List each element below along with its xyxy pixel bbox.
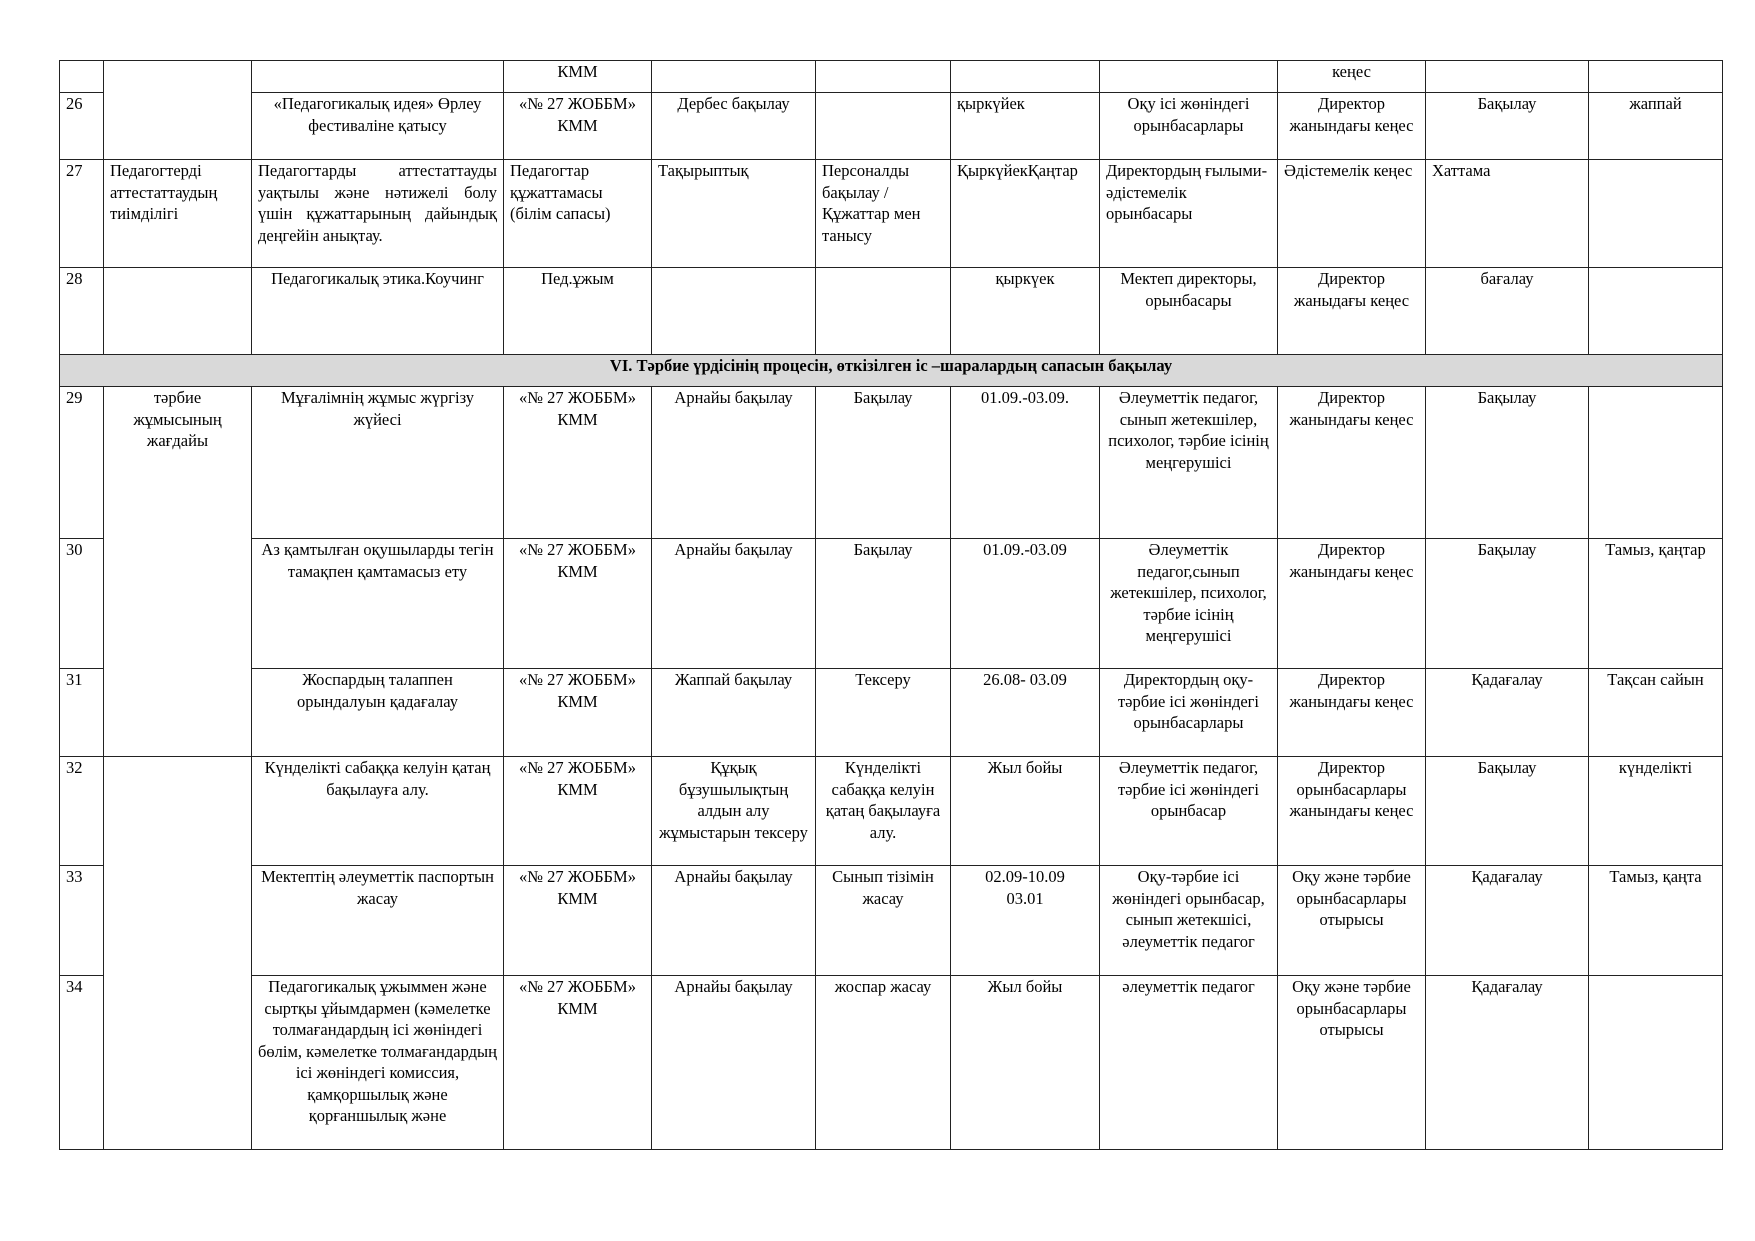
- control-dates: 26.08- 03.09: [951, 669, 1100, 757]
- table-row: [60, 757, 1723, 866]
- table-row: [60, 976, 1723, 1150]
- responsible: Мектеп директоры, орынбасары: [1100, 268, 1278, 355]
- table-row: [60, 160, 1723, 268]
- control-type: Арнайы бақылау: [652, 387, 816, 539]
- control-method: [816, 61, 951, 93]
- result: Қадағалау: [1426, 976, 1589, 1150]
- row-number: 26: [60, 93, 104, 160]
- row-number: 32: [60, 757, 104, 866]
- control-object: «№ 27 ЖОББМ» КММ: [504, 866, 652, 976]
- control-dates: қыркүйек: [951, 93, 1100, 160]
- control-dates: ҚыркүйекҚаңтар: [951, 160, 1100, 268]
- control-dates: Жыл бойы: [951, 976, 1100, 1150]
- control-type: [652, 61, 816, 93]
- control-type: Тақырыптық: [652, 160, 816, 268]
- note: күнделікті: [1589, 757, 1723, 866]
- responsible: Әлеуметтік педагог, тәрбие ісі жөніндегі орынбасар: [1100, 757, 1278, 866]
- review-place: Директор жанындағы кеңес: [1278, 669, 1426, 757]
- control-objective: Аз қамтылған оқушыларды тегін тамақпен қамтамасыз ету: [252, 539, 504, 669]
- control-objective: Мұғалімнің жұмыс жүргізу жүйесі: [252, 387, 504, 539]
- responsible: Директордың оқу-тәрбие ісі жөніндегі орынбасарлары: [1100, 669, 1278, 757]
- control-object: «№ 27 ЖОББМ» КММ: [504, 669, 652, 757]
- control-object: «№ 27 ЖОББМ» КММ: [504, 93, 652, 160]
- result: [1426, 61, 1589, 93]
- note: Тақсан сайын: [1589, 669, 1723, 757]
- control-method: Персоналды бақылау / Құжаттар мен танысу: [816, 160, 951, 268]
- row-number: 28: [60, 268, 104, 355]
- category-cell: [104, 268, 252, 355]
- responsible: әлеуметтік педагог: [1100, 976, 1278, 1150]
- review-place: Директор жанындағы кеңес: [1278, 539, 1426, 669]
- control-type: [652, 268, 816, 355]
- table-row: [60, 61, 1723, 93]
- review-place: Директор орынбасарлары жанындағы кеңес: [1278, 757, 1426, 866]
- row-number: 27: [60, 160, 104, 268]
- row-number: 34: [60, 976, 104, 1150]
- row-number: 29: [60, 387, 104, 539]
- control-dates: қыркүек: [951, 268, 1100, 355]
- result: Қадағалау: [1426, 866, 1589, 976]
- table-row: [60, 539, 1723, 669]
- control-objective: Жоспардың талаппен орындалуын қадағалау: [252, 669, 504, 757]
- note: жаппай: [1589, 93, 1723, 160]
- control-dates: Жыл бойы: [951, 757, 1100, 866]
- control-objective: Педагогикалық ұжыммен және сыртқы ұйымдармен (кәмелетке толмағандардың ісі жөніндегі бөлім, кәмелетке толмағандардың ісі жөніндегі комиссия, қамқоршылық және қорғаншылық және: [252, 976, 504, 1150]
- control-method: [816, 268, 951, 355]
- control-dates: 01.09.-03.09: [951, 539, 1100, 669]
- control-objective: Күнделікті сабаққа келуін қатаң бақылауға алу.: [252, 757, 504, 866]
- control-dates: 01.09.-03.09.: [951, 387, 1100, 539]
- responsible: Оқу-тәрбие ісі жөніндегі орынбасар, сынып жетекшісі, әлеуметтік педагог: [1100, 866, 1278, 976]
- control-object: «№ 27 ЖОББМ» КММ: [504, 387, 652, 539]
- control-type: Арнайы бақылау: [652, 866, 816, 976]
- note: [1589, 976, 1723, 1150]
- note: [1589, 268, 1723, 355]
- control-objective: [252, 61, 504, 93]
- result: Қадағалау: [1426, 669, 1589, 757]
- responsible: [1100, 61, 1278, 93]
- control-method: жоспар жасау: [816, 976, 951, 1150]
- control-object: Педагогтар құжаттамасы (білім сапасы): [504, 160, 652, 268]
- note: Тамыз, қаңтар: [1589, 539, 1723, 669]
- row-number: 33: [60, 866, 104, 976]
- table-row: [60, 93, 1723, 160]
- control-object: Пед.ұжым: [504, 268, 652, 355]
- category-cell: [104, 757, 252, 1150]
- control-object: «№ 27 ЖОББМ» КММ: [504, 539, 652, 669]
- control-objective: «Педагогикалық идея» Өрлеу фестиваліне қатысу: [252, 93, 504, 160]
- row-number: 31: [60, 669, 104, 757]
- result: Бақылау: [1426, 757, 1589, 866]
- control-object: «№ 27 ЖОББМ» КММ: [504, 757, 652, 866]
- control-type: Жаппай бақылау: [652, 669, 816, 757]
- result: бағалау: [1426, 268, 1589, 355]
- responsible: Директордың ғылыми-әдістемелік орынбасары: [1100, 160, 1278, 268]
- control-method: Сынып тізімін жасау: [816, 866, 951, 976]
- control-type: Дербес бақылау: [652, 93, 816, 160]
- control-method: Бақылау: [816, 539, 951, 669]
- control-method: Бақылау: [816, 387, 951, 539]
- control-object: КММ: [504, 61, 652, 93]
- responsible: Әлеуметтік педагог, сынып жетекшілер, психолог, тәрбие ісінің меңгерушісі: [1100, 387, 1278, 539]
- control-dates: [951, 866, 1100, 976]
- review-place: Әдістемелік кеңес: [1278, 160, 1426, 268]
- category-cell: тәрбие жұмысының жағдайы: [104, 387, 252, 757]
- responsible: Оқу ісі жөніндегі орынбасарлары: [1100, 93, 1278, 160]
- note: [1589, 61, 1723, 93]
- review-place: кеңес: [1278, 61, 1426, 93]
- control-objective: Мектептің әлеуметтік паспортын жасау: [252, 866, 504, 976]
- row-number: 30: [60, 539, 104, 669]
- control-dates: [951, 61, 1100, 93]
- section-title: VI. Тәрбие үрдісінің процесін, өткізілген іс –шаралардың сапасын бақылау: [60, 355, 1723, 387]
- review-place: Оқу және тәрбие орынбасарлары отырысы: [1278, 976, 1426, 1150]
- control-type: Құқық бұзушылықтың алдын алу жұмыстарын тексеру: [652, 757, 816, 866]
- result: Хаттама: [1426, 160, 1589, 268]
- control-type: Арнайы бақылау: [652, 539, 816, 669]
- control-objective: Педагогтарды аттестаттауды уақтылы және нәтижелі болу үшін құжаттарының дайындық деңгейін анықтау.: [252, 160, 504, 268]
- review-place: Директор жанындағы кеңес: [1278, 93, 1426, 160]
- control-plan-table: [59, 60, 1723, 1150]
- table-row: [60, 669, 1723, 757]
- result: Бақылау: [1426, 539, 1589, 669]
- category-cell: Педагогтерді аттестаттаудың тиімділігі: [104, 160, 252, 268]
- result: Бақылау: [1426, 387, 1589, 539]
- control-method: Күнделікті сабаққа келуін қатаң бақылауға алу.: [816, 757, 951, 866]
- control-method: [816, 93, 951, 160]
- note: [1589, 160, 1723, 268]
- control-object: «№ 27 ЖОББМ» КММ: [504, 976, 652, 1150]
- control-type: Арнайы бақылау: [652, 976, 816, 1150]
- row-number: [60, 61, 104, 93]
- table-row: [60, 268, 1723, 355]
- table-row: [60, 866, 1723, 976]
- review-place: Директор жаныдағы кеңес: [1278, 268, 1426, 355]
- control-objective: Педагогикалық этика.Коучинг: [252, 268, 504, 355]
- note: [1589, 387, 1723, 539]
- review-place: Директор жанындағы кеңес: [1278, 387, 1426, 539]
- section-row: [60, 355, 1723, 387]
- control-method: Тексеру: [816, 669, 951, 757]
- table-row: [60, 387, 1723, 539]
- responsible: Әлеуметтік педагог,сынып жетекшілер, психолог, тәрбие ісінің меңгерушісі: [1100, 539, 1278, 669]
- note: Тамыз, қаңта: [1589, 866, 1723, 976]
- review-place: Оқу және тәрбие орынбасарлары отырысы: [1278, 866, 1426, 976]
- result: Бақылау: [1426, 93, 1589, 160]
- category-cell: [104, 61, 252, 160]
- control-dates-text: 02.09-10.09 03.01: [985, 867, 1065, 908]
